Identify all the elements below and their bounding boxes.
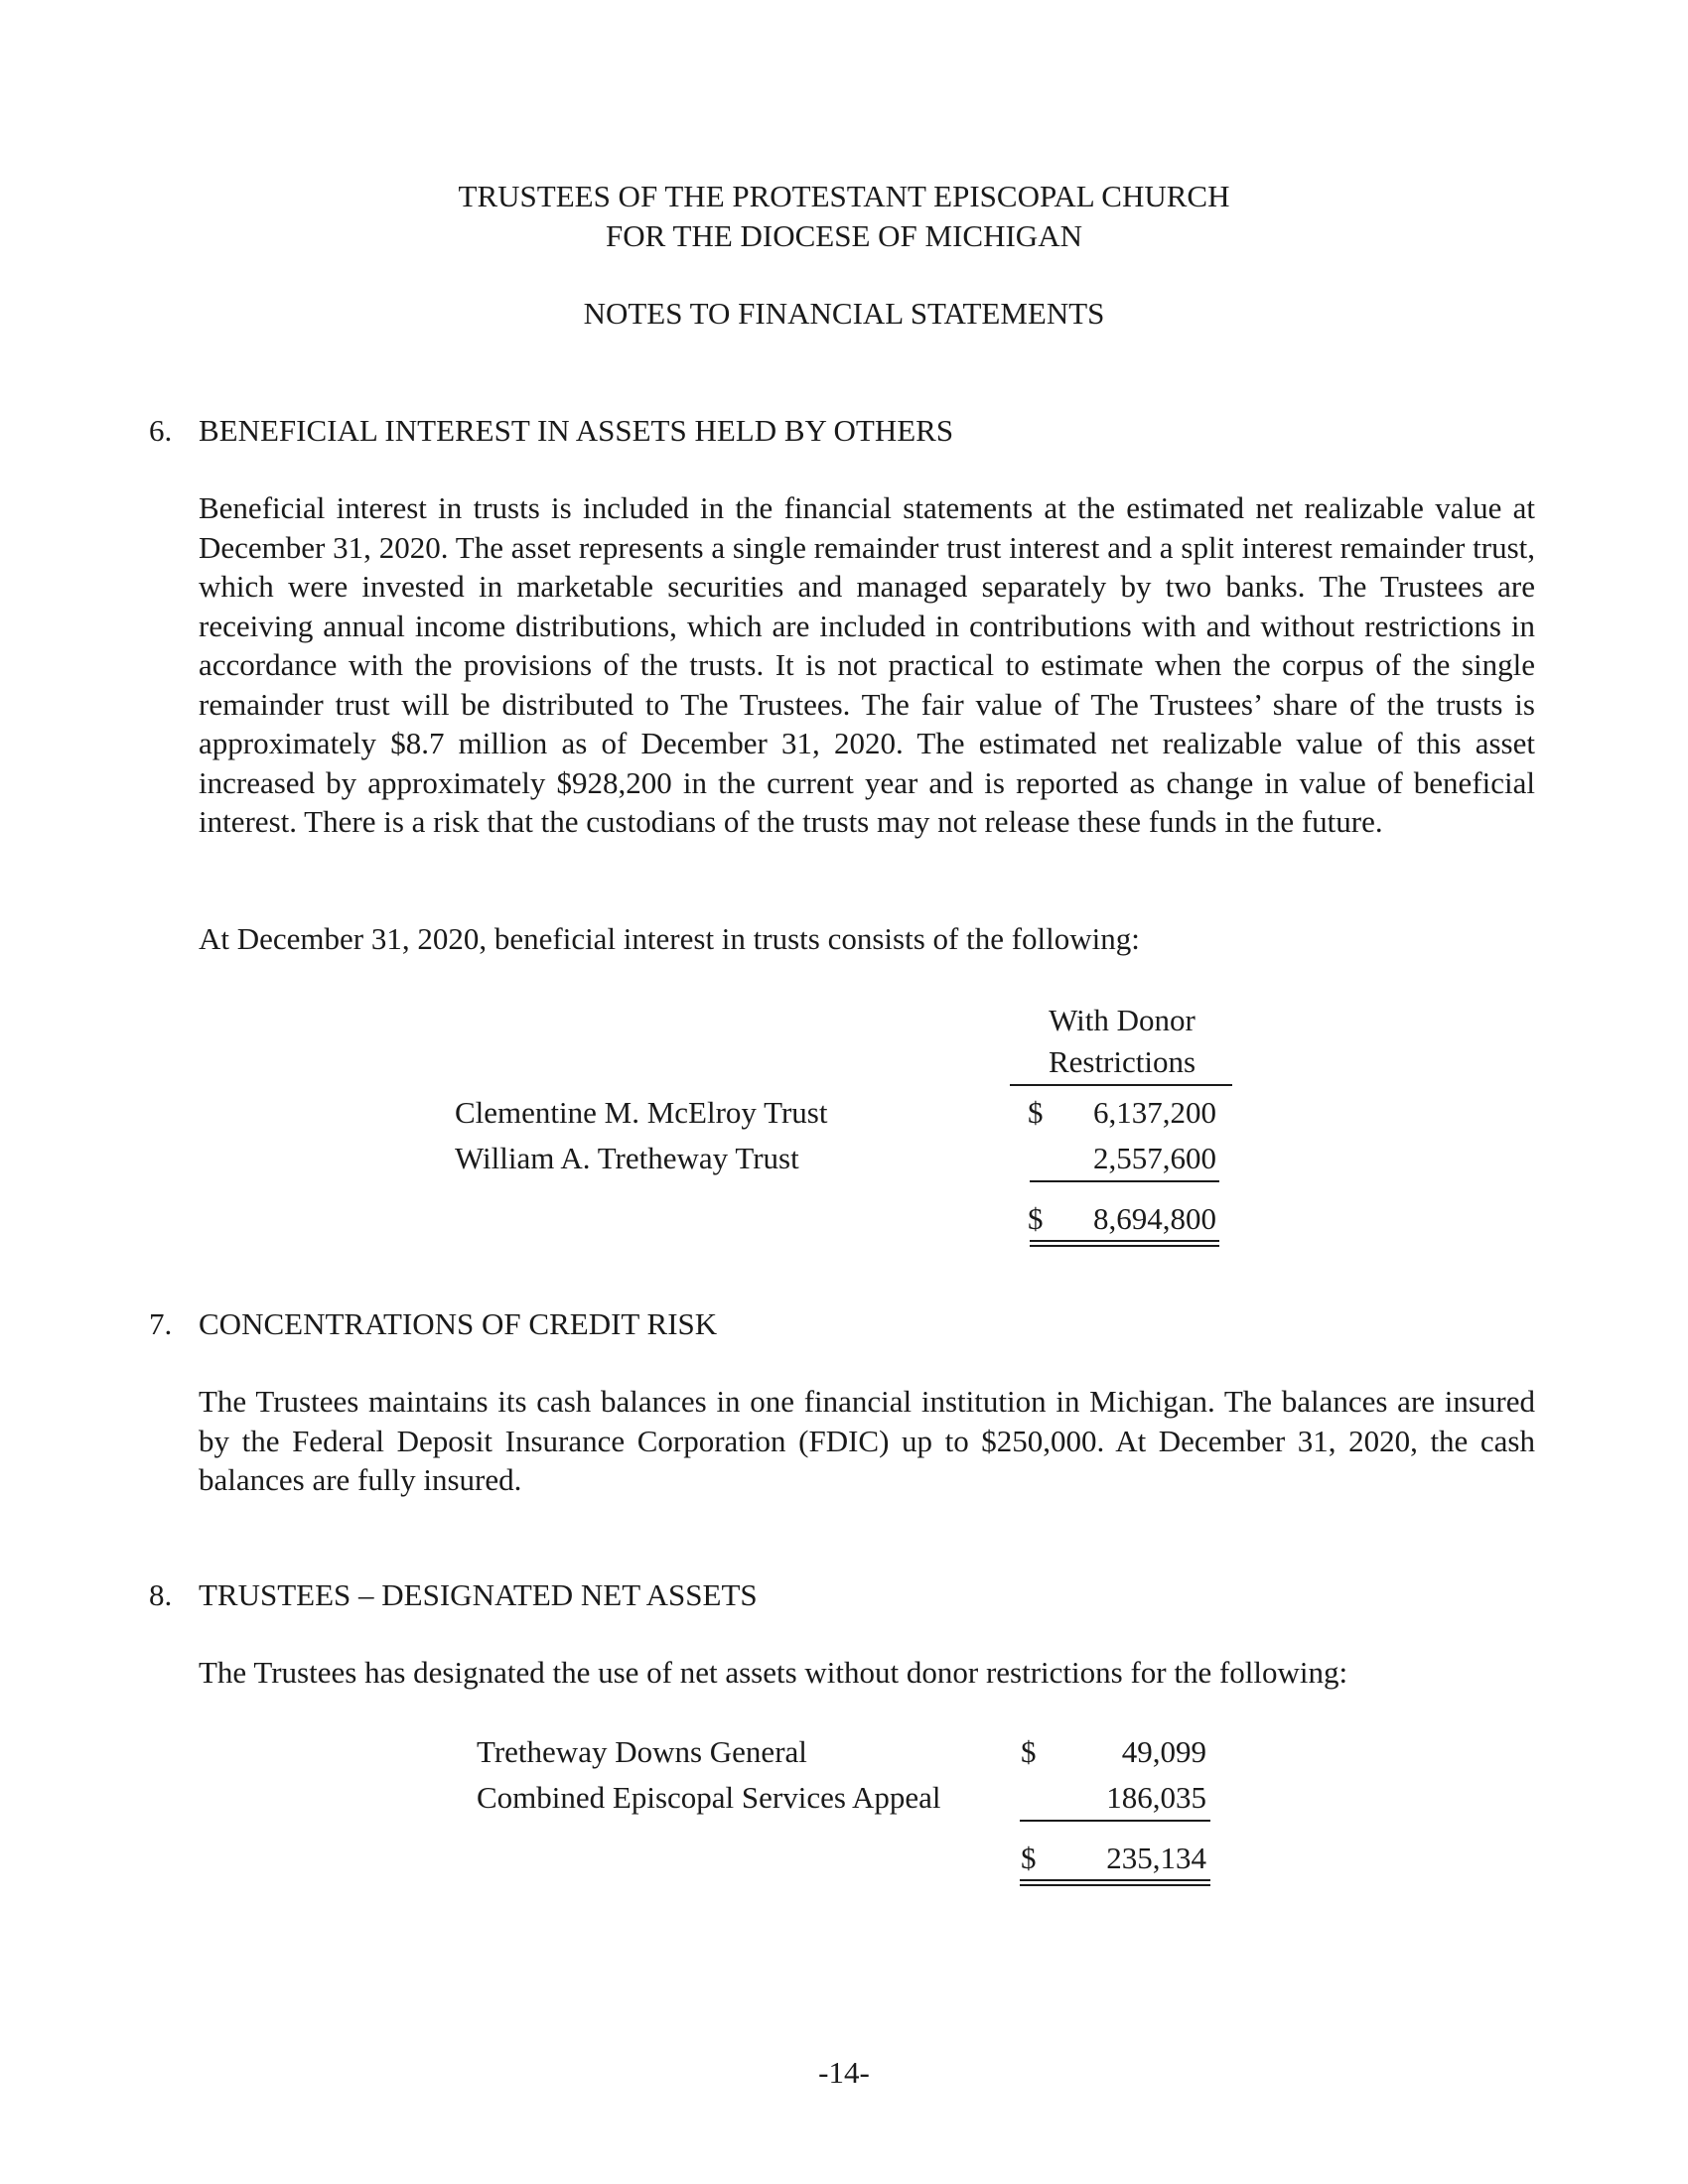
note6-number: 6. <box>149 413 173 448</box>
table6-row-label: Clementine M. McElroy Trust <box>455 1095 828 1130</box>
table6-header-underline <box>1010 1084 1232 1086</box>
page-title: NOTES TO FINANCIAL STATEMENTS <box>583 296 1105 331</box>
table6-currency-symbol: $ <box>1028 1095 1044 1130</box>
note7-title: CONCENTRATIONS OF CREDIT RISK <box>199 1306 718 1341</box>
note6-title: BENEFICIAL INTEREST IN ASSETS HELD BY OTHERS <box>199 413 954 448</box>
note6-intro: At December 31, 2020, beneficial interest in trusts consists of the following: <box>199 921 1140 956</box>
table6-row-label: William A. Tretheway Trust <box>455 1141 799 1175</box>
table8-row-value: 186,035 <box>1106 1780 1206 1815</box>
note8-title: TRUSTEES – DESIGNATED NET ASSETS <box>199 1577 758 1612</box>
table8-row-label: Tretheway Downs General <box>477 1734 807 1769</box>
table8-subtotal-rule <box>1020 1820 1210 1822</box>
note8-heading <box>149 1575 758 1615</box>
table8-total-currency-symbol: $ <box>1021 1841 1037 1875</box>
organization-name-line1: TRUSTEES OF THE PROTESTANT EPISCOPAL CHURCH <box>458 179 1230 213</box>
note7-number: 7. <box>149 1306 173 1341</box>
note8-number: 8. <box>149 1577 173 1612</box>
table6-total-double-rule <box>1030 1240 1219 1247</box>
organization-name-line2: FOR THE DIOCESE OF MICHIGAN <box>606 218 1082 253</box>
note6-paragraph: Beneficial interest in trusts is included in the financial statements at the estimated net realizable value at December 31, 2020. The asset represents a single remainder trust interest and a split interest remainder trust, which were invested in marketable securities and managed separately by two banks. The Trustees are receiving annual income distributions, which are included in contributions with and without restrictions in accordance with the provisions of the trusts. It is not practical to estimate when the corpus of the single remainder trust will be distributed to The Trustees. The fair value of The Trustees’ share of the trusts is approximately $8.7 million as of December 31, 2020. The estimated net realizable value of this asset increased by approximately $928,200 in the current year and is reported as change in value of beneficial interest. There is a risk that the custodians of the trusts may not release these funds in the future. <box>199 490 1535 839</box>
table8-row-label: Combined Episcopal Services Appeal <box>477 1780 941 1815</box>
table6-total-value: 8,694,800 <box>1093 1201 1216 1236</box>
table8-total-value: 235,134 <box>1106 1841 1206 1875</box>
table8-row-value: 49,099 <box>1121 1734 1206 1769</box>
table8-total-double-rule <box>1020 1879 1210 1886</box>
note7-heading <box>149 1304 717 1344</box>
table6-total-currency-symbol: $ <box>1028 1201 1044 1236</box>
note6-heading <box>149 411 953 451</box>
table6-column-header-line1: With Donor <box>1049 1003 1196 1037</box>
table6-column-header-line2: Restrictions <box>1048 1044 1196 1079</box>
table6-row-value: 2,557,600 <box>1093 1141 1216 1175</box>
table6-row-value: 6,137,200 <box>1093 1095 1216 1130</box>
table8-currency-symbol: $ <box>1021 1734 1037 1769</box>
note8-intro: The Trustees has designated the use of net assets without donor restrictions for the following: <box>199 1655 1348 1690</box>
page-number: -14- <box>818 2055 870 2090</box>
table6-subtotal-rule <box>1030 1180 1219 1182</box>
note7-paragraph: The Trustees maintains its cash balances in one financial institution in Michigan. The balances are insured by the Federal Deposit Insurance Corporation (FDIC) up to $250,000. At December 31, 2020, the cash balances are fully insured. <box>199 1384 1535 1497</box>
